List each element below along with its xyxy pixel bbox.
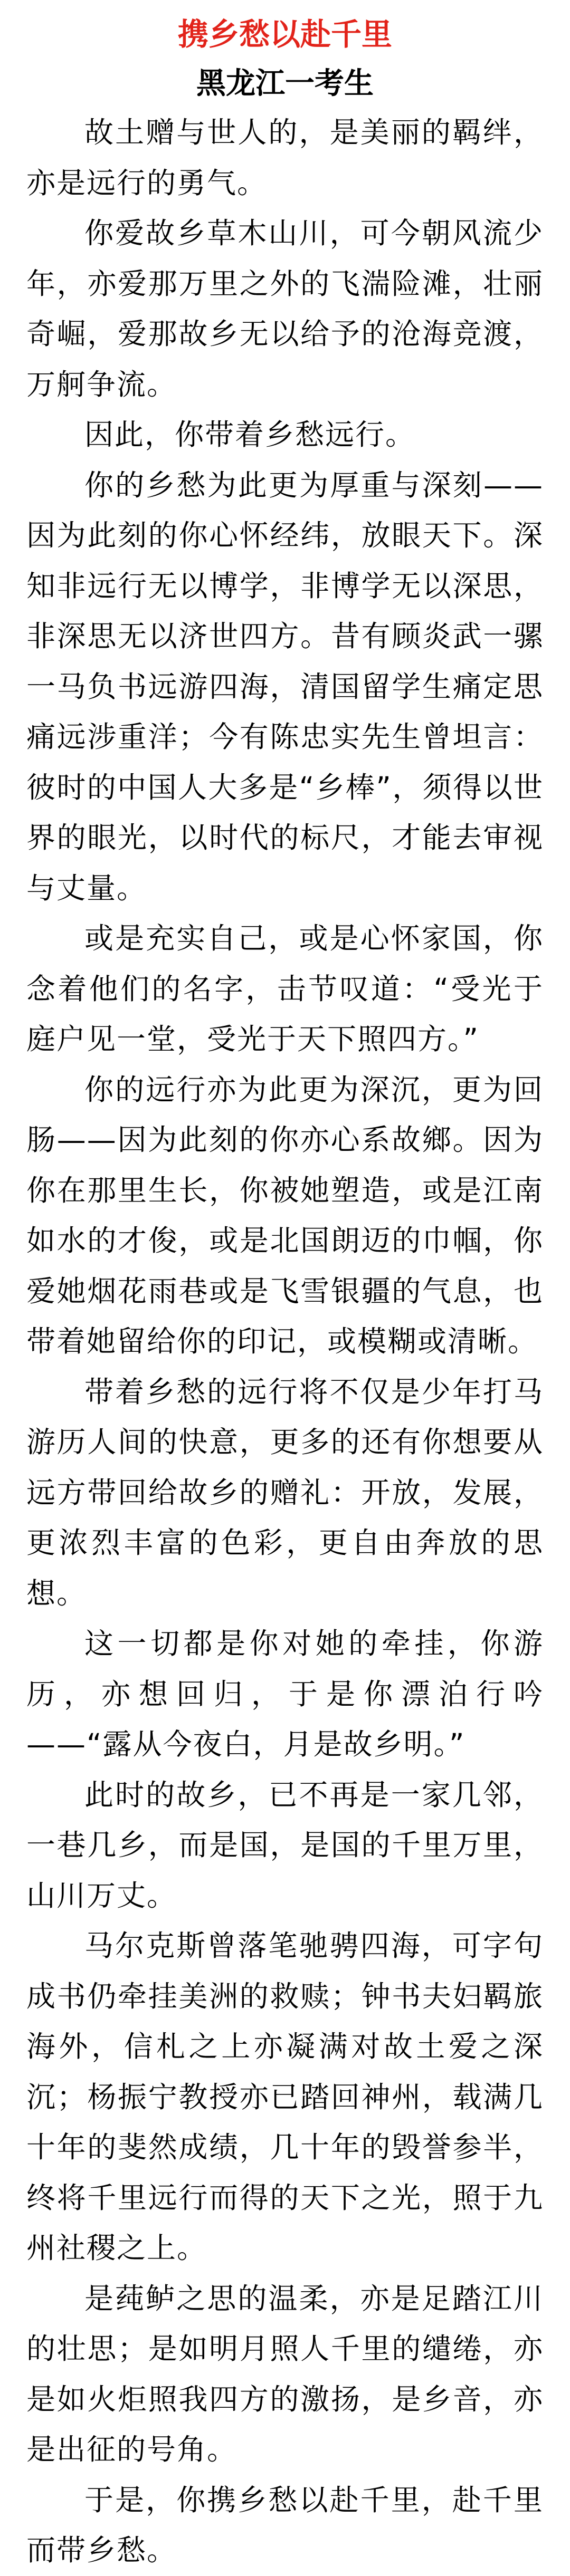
paragraph: 或是充实自己，或是心怀家国，你念着他们的名字，击节叹道：“受光于庭户见一堂，受光于天下照四方。” bbox=[26, 921, 544, 1056]
paragraph: 马尔克斯曾落笔驰骋四海，可字句成书仍牵挂美洲的救赎；钟书夫妇羁旅海外，信札之上亦凝满对故土爱之深沉；杨振宁教授亦已踏回神州，载满几十年的斐然成绩，几十年的毁誉参半，终将千里远行而得的天下之光，照于九州社稷之上。 bbox=[26, 1929, 544, 2265]
paragraph: 你的远行亦为此更为深沉，更为回肠——因为此刻的你亦心系故鄉。因为你在那里生长，你被她塑造，或是江南如水的才俊，或是北国朗迈的巾帼，你爱她烟花雨巷或是飞雪银疆的气息，也带着她留给你的印记，或模糊或清晰。 bbox=[26, 1072, 544, 1358]
paragraph: 此时的故乡，已不再是一家几邻，一巷几乡，而是国，是国的千里万里，山川万丈。 bbox=[26, 1777, 544, 1912]
essay-body bbox=[26, 108, 544, 2576]
paragraph: 你爱故乡草木山川，可今朝风流少年，亦爱那万里之外的飞湍险滩，壮丽奇崛，爱那故乡无以给予的沧海竞渡，万舸争流。 bbox=[26, 216, 544, 401]
paragraph: 你的乡愁为此更为厚重与深刻——因为此刻的你心怀经纬，放眼天下。深知非远行无以博学，非博学无以深思，非深思无以济世四方。昔有顾炎武一骡一马负书远游四海，清国留学生痛定思痛远涉重洋；今有陈忠实先生曾坦言：彼时的中国人大多是“乡棒”，须得以世界的眼光，以时代的标尺，才能去审视与丈量。 bbox=[26, 468, 544, 905]
paragraph: 这一切都是你对她的牵挂，你游历，亦想回归，于是你漂泊行吟——“露从今夜白，月是故乡明。” bbox=[26, 1627, 544, 1761]
paragraph: 因此，你带着乡愁远行。 bbox=[84, 418, 416, 451]
paragraph: 故土赠与世人的，是美丽的羁绊，亦是远行的勇气。 bbox=[26, 116, 544, 200]
essay-author: 黑龙江一考生 bbox=[196, 66, 374, 101]
paragraph: 带着乡愁的远行将不仅是少年打马游历人间的快意，更多的还有你想要从远方带回给故乡的赠礼：开放，发展，更浓烈丰富的色彩，更自由奔放的思想。 bbox=[26, 1374, 544, 1610]
paragraph: 于是，你携乡愁以赴千里，赴千里而带乡愁。 bbox=[26, 2483, 544, 2567]
essay-title: 携乡愁以赴千里 bbox=[177, 16, 392, 52]
paragraph: 是莼鲈之思的温柔，亦是足踏江川的壮思；是如明月照人千里的缱绻，亦是如火炬照我四方的激扬，是乡音，亦是出征的号角。 bbox=[26, 2281, 544, 2466]
